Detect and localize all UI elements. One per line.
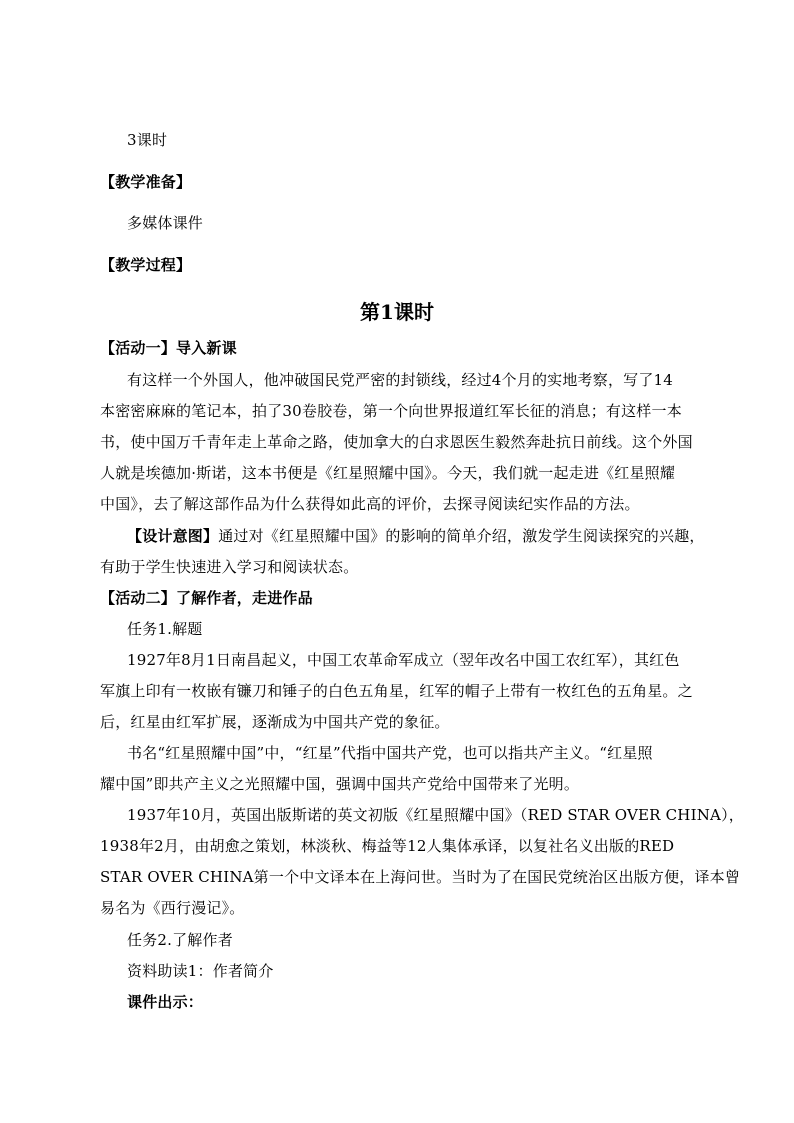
design-intent-text: 通过对《红星照耀中国》的影响的简单介绍，激发学生阅读探究的兴趣， [218,527,705,545]
paragraph-text: 人就是埃德加·斯诺，这本书便是《红星照耀中国》。今天，我们就一起走进《红星照耀 [100,464,676,482]
design-intent-line [127,526,705,546]
teaching-preparation-content: 多媒体课件 [127,214,204,232]
paragraph-text: 有助于学生快速进入学习和阅读状态。 [100,558,359,576]
paragraph-text: 本密密麻麻的笔记本，拍了30卷胶卷，第一个向世界报道红军长征的消息；有这样一本 [100,402,682,420]
paragraph-text: 1938年2月，由胡愈之策划，林淡秋、梅益等12人集体承译，以复社名义出版的RED [100,837,675,855]
paragraph-text: 有这样一个外国人，他冲破国民党严密的封锁线，经过4个月的实地考察，写了14 [127,371,674,389]
paragraph-text: 书，使中国万千青年走上革命之路，使加拿大的白求恩医生毅然奔赴抗日前线。这个外国 [100,433,693,451]
courseware-label: 课件出示： [127,993,204,1011]
teaching-preparation-heading: 【教学准备】 [100,173,192,191]
paragraph-text: 中国》，去了解这部作品为什么获得如此高的评价，去探寻阅读纪实作品的方法。 [100,495,640,513]
paragraph-text: STAR OVER CHINA第一个中文译本在上海问世。当时为了在国民党统治区出版方便，译本曾 [100,868,741,886]
class-hours-text: 3课时 [127,131,168,149]
lesson-title: 第1课时 [360,300,434,324]
paragraph-text: 1927年8月1日南昌起义，中国工农革命军成立（翌年改名中国工农红军），其红色 [127,651,680,669]
paragraph-text: 1937年10月，英国出版斯诺的英文初版《红星照耀中国》（RED STAR OVER CHINA）， [127,806,744,824]
paragraph-text: 耀中国”即共产主义之光照耀中国，强调中国共产党给中国带来了光明。 [100,775,580,793]
paragraph-text: 书名“红星照耀中国”中，“红星”代指中国共产党，也可以指共产主义。“红星照 [127,744,653,762]
paragraph-text: 后，红星由红军扩展，逐渐成为中国共产党的象征。 [100,713,450,731]
task-one-heading: 任务1.解题 [127,620,203,638]
teaching-process-heading: 【教学过程】 [100,256,192,274]
task-two-heading: 任务2.了解作者 [127,931,233,949]
paragraph-text: 易名为《西行漫记》。 [100,899,245,917]
material-reading-label: 资料助读1：作者简介 [127,962,274,980]
activity-two-heading: 【活动二】了解作者，走进作品 [100,589,313,607]
paragraph-text: 军旗上印有一枚嵌有镰刀和锤子的白色五角星，红军的帽子上带有一枚红色的五角星。之 [100,682,693,700]
design-intent-label: 【设计意图】 [127,527,219,545]
activity-one-heading: 【活动一】导入新课 [100,339,237,357]
